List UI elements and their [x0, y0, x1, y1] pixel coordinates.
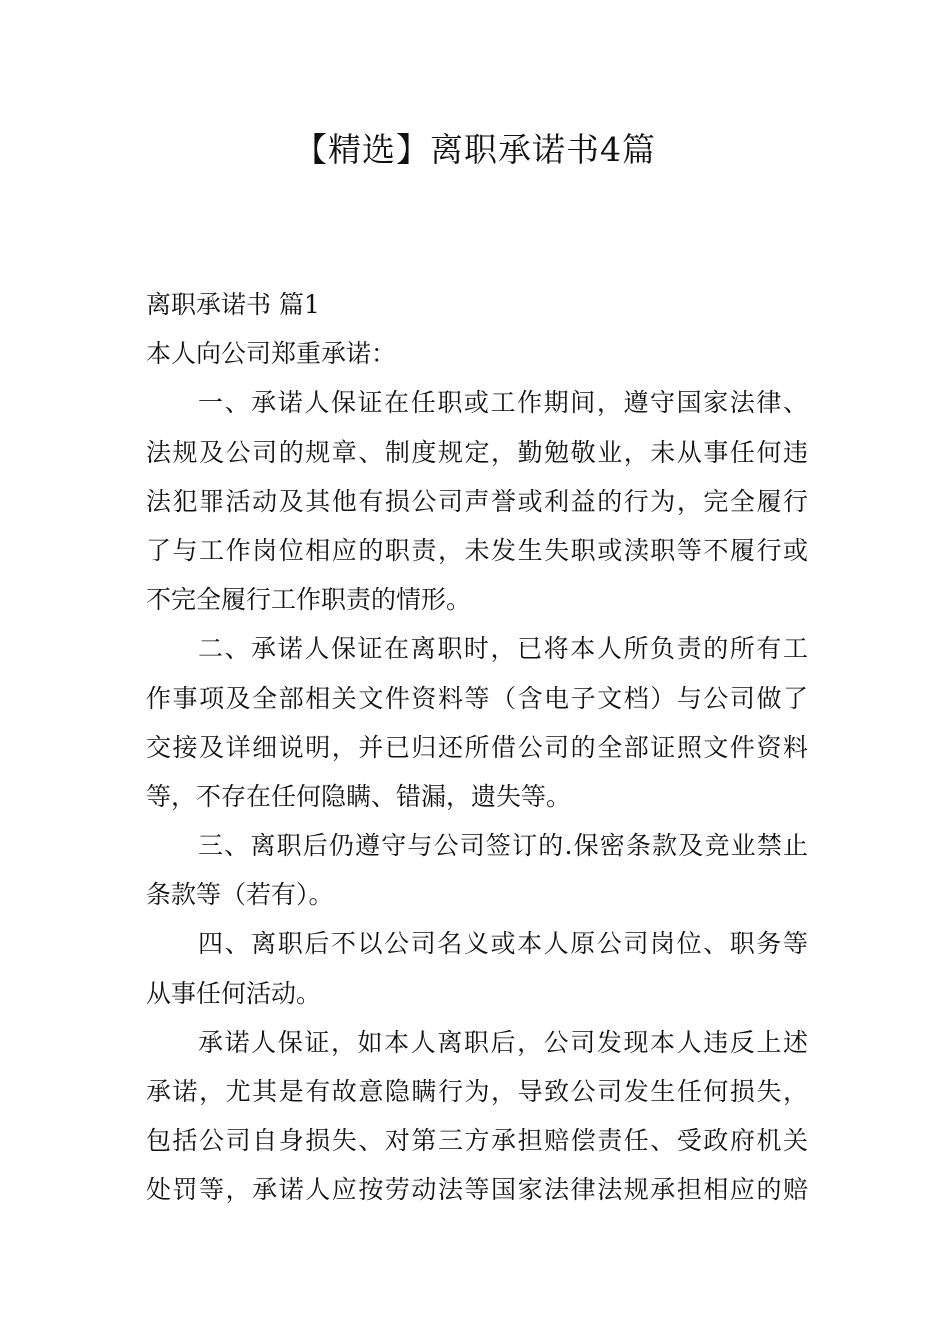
- paragraph-line: 包括公司自身损失、对第三方承担赔偿责任、受政府机关: [146, 1126, 808, 1156]
- paragraph-line: 承诺人保证，如本人离职后，公司发现本人违反上述: [198, 1027, 808, 1057]
- paragraph-line: 三、离职后仍遵守与公司签订的.保密条款及竞业禁止: [198, 831, 808, 861]
- paragraph-line: 处罚等，承诺人应按劳动法等国家法律法规承担相应的赔: [146, 1175, 808, 1205]
- paragraph-line: 一、承诺人保证在任职或工作期间，遵守国家法律、: [198, 388, 808, 418]
- paragraph-line: 从事任何活动。: [146, 978, 322, 1008]
- paragraph-line: 交接及详细说明，并已归还所借公司的全部证照文件资料: [146, 732, 808, 762]
- paragraph-line: 四、离职后不以公司名义或本人原公司岗位、职务等: [198, 929, 808, 959]
- salutation-line: 本人向公司郑重承诺：: [146, 339, 397, 369]
- section-heading: 离职承诺书 篇1: [146, 290, 320, 319]
- document-body: [146, 280, 808, 1215]
- paragraph-line: 承诺，尤其是有故意隐瞒行为，导致公司发生任何损失，: [146, 1077, 808, 1106]
- paragraph-line: 了与工作岗位相应的职责，未发生失职或渎职等不履行或: [146, 535, 808, 565]
- paragraph-line: 二、承诺人保证在离职时，已将本人所负责的所有工: [198, 634, 808, 664]
- document-title: 【精选】离职承诺书4篇: [294, 130, 656, 169]
- paragraph-line: 法犯罪活动及其他有损公司声誉或利益的行为，完全履行: [146, 486, 808, 516]
- paragraph-line: 法规及公司的规章、制度规定，勤勉敬业，未从事任何违: [146, 437, 808, 467]
- paragraph-line: 不完全履行工作职责的情形。: [146, 585, 472, 615]
- paragraph-line: 作事项及全部相关文件资料等（含电子文档）与公司做了: [146, 683, 808, 713]
- paragraph-line: 等，不存在任何隐瞒、错漏，遗失等。: [146, 781, 572, 811]
- paragraph-line: 条款等（若有）。: [146, 880, 334, 910]
